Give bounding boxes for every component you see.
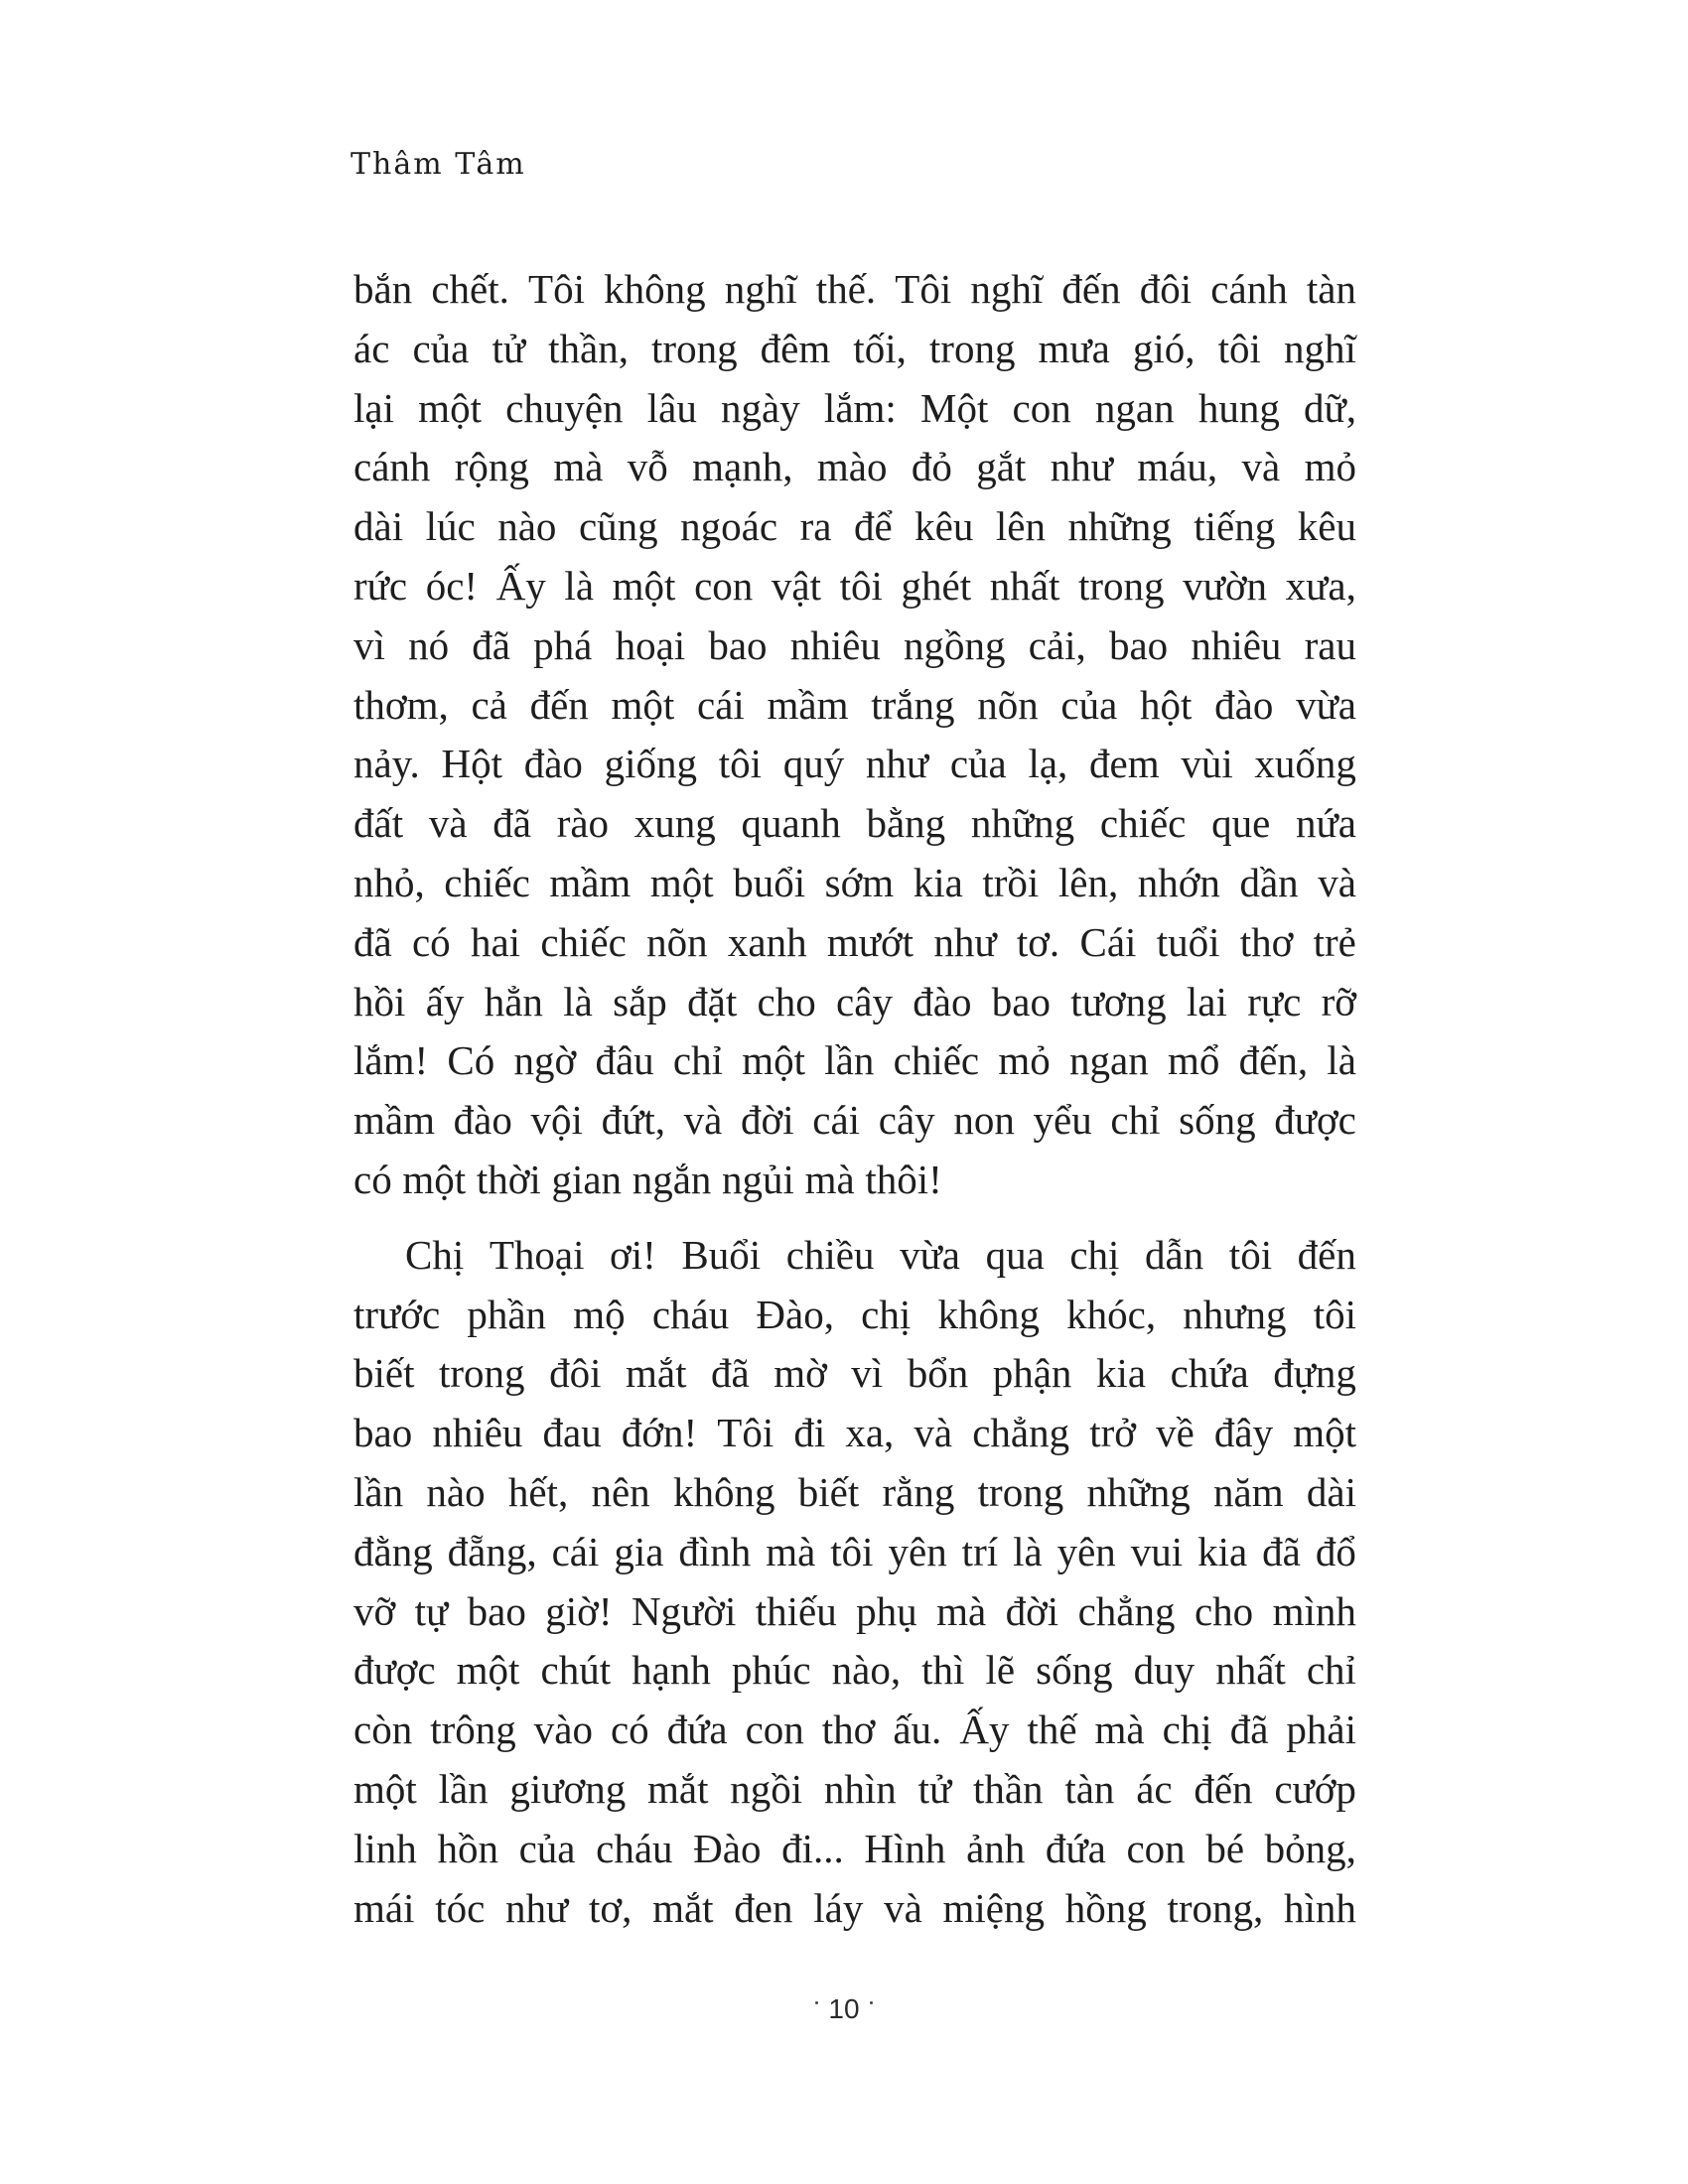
running-title: Thâm Tâm bbox=[351, 147, 526, 182]
text-line: còn trông vào có đứa con thơ ấu. Ấy thế mà chị đã phải bbox=[353, 1706, 1356, 1753]
paragraph-gap bbox=[353, 1210, 1356, 1226]
text-line: đã có hai chiếc nõn xanh mướt như tơ. Cái tuổi thơ trẻ bbox=[353, 918, 1356, 965]
text-line: đất và đã rào xung quanh bằng những chiếc que nứa bbox=[353, 800, 1356, 847]
page-number: 10 bbox=[828, 1993, 860, 2024]
paragraph bbox=[353, 260, 1356, 1210]
text-line: hồi ấy hẳn là sắp đặt cho cây đào bao tương lai rực rỡ bbox=[353, 978, 1356, 1024]
text-line: bao nhiêu đau đớn! Tôi đi xa, và chẳng trở về đây một bbox=[353, 1410, 1356, 1456]
text-line: trước phần mộ cháu Đào, chị không khóc, nhưng tôi bbox=[353, 1291, 1356, 1337]
text-line: vỡ tự bao giờ! Người thiếu phụ mà đời chẳng cho mình bbox=[353, 1587, 1356, 1634]
text-line: có một thời gian ngắn ngủi mà thôi! bbox=[353, 1156, 942, 1202]
text-line: một lần giương mắt ngồi nhìn tử thần tàn ác đến cướp bbox=[353, 1765, 1356, 1812]
page-number-footer bbox=[0, 1993, 1688, 2025]
text-line: Chị Thoại ơi! Buổi chiều vừa qua chị dẫn tôi đến bbox=[405, 1231, 1356, 1278]
text-line: lại một chuyện lâu ngày lắm: Một con ngan hung dữ, bbox=[353, 384, 1356, 431]
text-line: thơm, cả đến một cái mầm trắng nõn của hột đào vừa bbox=[353, 681, 1356, 728]
text-line: mầm đào vội đứt, và đời cái cây non yểu chỉ sống được bbox=[353, 1097, 1356, 1144]
left-dot-ornament bbox=[815, 2001, 818, 2004]
text-line: rức óc! Ấy là một con vật tôi ghét nhất trong vườn xưa, bbox=[353, 562, 1356, 609]
right-dot-ornament bbox=[870, 2001, 873, 2004]
body-text bbox=[353, 260, 1356, 1938]
text-line: vì nó đã phá hoại bao nhiêu ngồng cải, bao nhiêu rau bbox=[353, 621, 1356, 668]
text-line: lần nào hết, nên không biết rằng trong những năm dài bbox=[353, 1468, 1356, 1515]
text-line: biết trong đôi mắt đã mờ vì bổn phận kia chứa đựng bbox=[353, 1350, 1356, 1397]
text-line: nảy. Hột đào giống tôi quý như của lạ, đem vùi xuống bbox=[353, 741, 1356, 787]
text-line: nhỏ, chiếc mầm một buổi sớm kia trồi lên, nhớn dần và bbox=[353, 859, 1356, 905]
text-line: ác của tử thần, trong đêm tối, trong mưa gió, tôi nghĩ bbox=[353, 325, 1356, 371]
text-line: bắn chết. Tôi không nghĩ thế. Tôi nghĩ đến đôi cánh tàn bbox=[353, 266, 1356, 312]
text-line: lắm! Có ngờ đâu chỉ một lần chiếc mỏ ngan mổ đến, là bbox=[353, 1037, 1356, 1084]
text-line: được một chút hạnh phúc nào, thì lẽ sống duy nhất chỉ bbox=[353, 1647, 1356, 1694]
text-line: linh hồn của cháu Đào đi... Hình ảnh đứa con bé bỏng, bbox=[353, 1825, 1356, 1871]
text-line: cánh rộng mà vỗ mạnh, mào đỏ gắt như máu, và mỏ bbox=[353, 444, 1356, 490]
text-line: dài lúc nào cũng ngoác ra để kêu lên những tiếng kêu bbox=[353, 503, 1356, 550]
paragraph bbox=[353, 1226, 1356, 1939]
text-line: đằng đẵng, cái gia đình mà tôi yên trí là yên vui kia đã đổ bbox=[353, 1528, 1356, 1574]
text-line: mái tóc như tơ, mắt đen láy và miệng hồng trong, hình bbox=[353, 1884, 1356, 1931]
